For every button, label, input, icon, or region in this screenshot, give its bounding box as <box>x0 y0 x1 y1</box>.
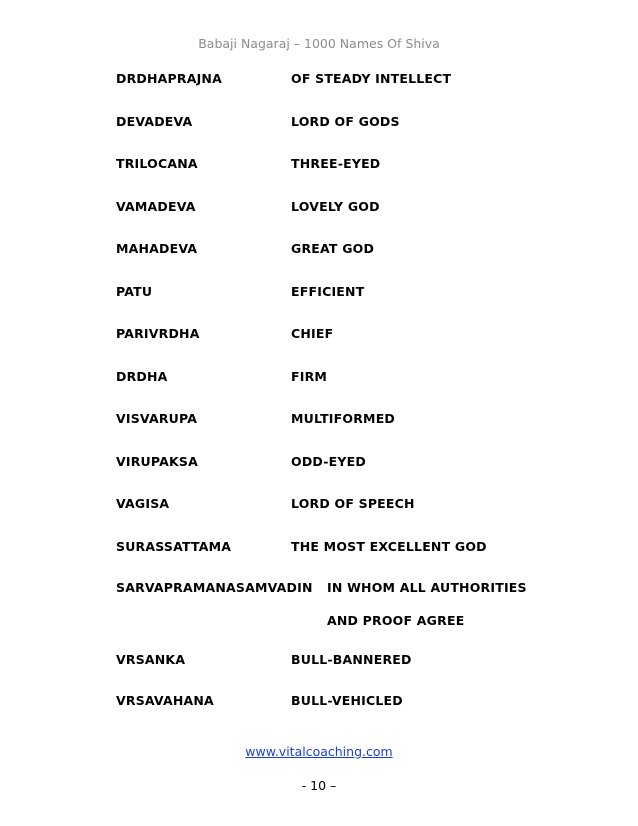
entry-meaning: EFFICIENT <box>291 284 365 299</box>
entry-term: SARVAPRAMANASAMVADIN <box>116 580 313 595</box>
entry-meaning: OF STEADY INTELLECT <box>291 71 452 86</box>
entry-term: VISVARUPA <box>116 411 198 426</box>
entry-meaning-continuation: AND PROOF AGREE <box>327 613 465 628</box>
entry-meaning: ODD-EYED <box>291 454 366 469</box>
entry-term: DRDHA <box>116 369 168 384</box>
entry-term: DRDHAPRAJNA <box>116 71 222 86</box>
website-link[interactable]: www.vitalcoaching.com <box>245 744 393 759</box>
entry-meaning: THE MOST EXCELLENT GOD <box>291 539 487 554</box>
entry-meaning: FIRM <box>291 369 328 384</box>
entry-term: PARIVRDHA <box>116 326 200 341</box>
entry-meaning: IN WHOM ALL AUTHORITIES <box>327 580 527 595</box>
page-header: Babaji Nagaraj – 1000 Names Of Shiva <box>198 36 440 51</box>
entry-meaning: THREE-EYED <box>291 156 381 171</box>
entry-meaning: BULL-VEHICLED <box>291 693 403 708</box>
entry-term: PATU <box>116 284 153 299</box>
entry-meaning: GREAT GOD <box>291 241 375 256</box>
entry-term: VAMADEVA <box>116 199 196 214</box>
entry-meaning: LORD OF SPEECH <box>291 496 415 511</box>
page-number: - 10 – <box>301 778 337 793</box>
entry-meaning: LORD OF GODS <box>291 114 400 129</box>
entry-term: VRSAVAHANA <box>116 693 214 708</box>
entry-meaning: CHIEF <box>291 326 334 341</box>
entry-meaning: BULL-BANNERED <box>291 652 412 667</box>
entry-term: DEVADEVA <box>116 114 193 129</box>
entry-term: VRSANKA <box>116 652 186 667</box>
entry-term: TRILOCANA <box>116 156 198 171</box>
entry-term: SURASSATTAMA <box>116 539 232 554</box>
entry-meaning: LOVELY GOD <box>291 199 380 214</box>
entry-term: VIRUPAKSA <box>116 454 198 469</box>
entry-term: MAHADEVA <box>116 241 198 256</box>
entry-meaning: MULTIFORMED <box>291 411 396 426</box>
entry-term: VAGISA <box>116 496 170 511</box>
